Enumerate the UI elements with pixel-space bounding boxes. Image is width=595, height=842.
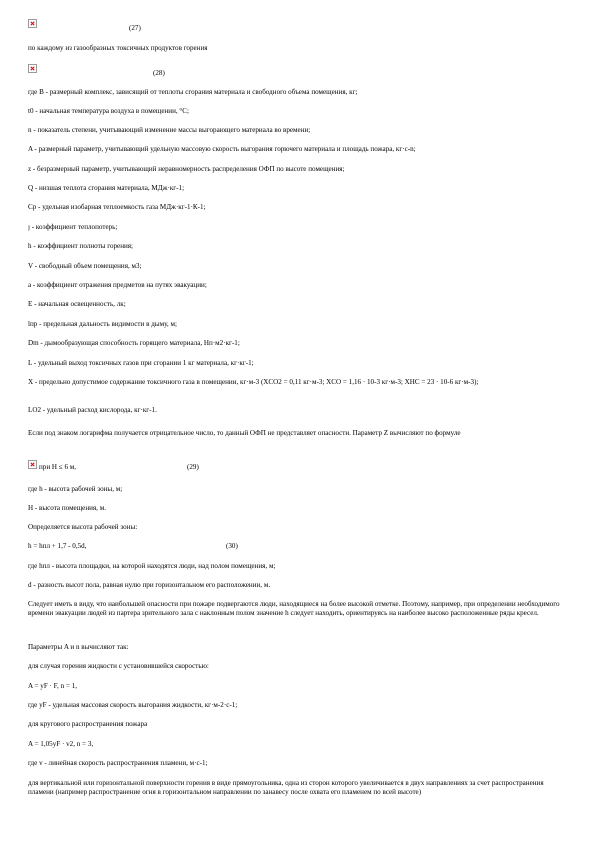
equation-number-27: (27) bbox=[129, 24, 141, 32]
text-paragraph: Если под знаком логарифма получается отрицательное число, то данный ОФП не представляет опасности. Параметр Z вычисляют по формуле bbox=[28, 429, 461, 437]
broken-formula-image-29 bbox=[28, 460, 37, 469]
text-line: где B - размерный комплекс, зависящий от теплоты сгорания материала и свободного объема помещения, кг; bbox=[28, 88, 358, 96]
text-line: LO2 - удельный расход кислорода, кг·кг-1. bbox=[28, 406, 157, 414]
formula-30: h = hпл + 1,7 - 0,5d, bbox=[28, 542, 87, 550]
text-line: n - показатель степени, учитывающий изменение массы выгорающего материала во времени; bbox=[28, 126, 311, 134]
broken-formula-image-28 bbox=[28, 64, 37, 73]
text-line: для кругового распространения пожара bbox=[28, 720, 148, 728]
text-line: где v - линейная скорость распространения пламени, м·с-1; bbox=[28, 759, 208, 767]
text-line: Определяется высота рабочей зоны: bbox=[28, 523, 138, 531]
text-line: H - высота помещения, м. bbox=[28, 504, 106, 512]
formula-condition: при H ≤ 6 м, bbox=[39, 463, 77, 471]
text-paragraph: X - предельно допустимое содержание токсичного газа в помещении, кг·м-3 (XCO2 = 0,11 кг·м-3; XCO = 1,16 · 10-3 кг·м-3; XHC = 23 · 10-6 кг·м-3); bbox=[28, 378, 479, 386]
text-line: для случая горения жидкости с установившейся скоростью: bbox=[28, 662, 209, 670]
formula-line: A = 1,05yF · v2, n = 3, bbox=[28, 740, 94, 748]
text-line: lпр - предельная дальность видимости в дыму, м; bbox=[28, 320, 177, 328]
text-line: где yF - удельная массовая скорость выгорания жидкости, кг·м-2·с-1; bbox=[28, 701, 238, 709]
text-line: по каждому из газообразных токсичных продуктов горения bbox=[28, 44, 208, 52]
text-line: z - безразмерный параметр, учитывающий неравномерность распределения ОФП по высоте помещения; bbox=[28, 165, 345, 173]
text-paragraph: для вертикальной или горизонтальной поверхности горения в виде прямоугольника, одна из сторон которого увеличивается в двух направлениях за счет распространения пламени (например распространение огня в горизонтальном направлении по занавесу после охвата его пламенем по всей высоте) bbox=[28, 779, 544, 796]
text-line: Параметры A и n вычисляют так: bbox=[28, 643, 129, 651]
text-line: a - коэффициент отражения предметов на путях эвакуации; bbox=[28, 281, 207, 289]
text-line: Q - низшая теплота сгорания материала, МДж·кг-1; bbox=[28, 184, 185, 192]
text-paragraph: Следует иметь в виду, что наибольшей опасности при пожаре подвергаются люди, находящиеся на более высокой отметке. Поэтому, например, при определении необходимого времени эвакуации людей из партера зрительного зала с наклонным полом значение h следует находить, ориентируясь на наиболее высоко расположенные ряды кресел. bbox=[28, 600, 560, 617]
text-line: где h - высота рабочей зоны, м; bbox=[28, 485, 123, 493]
equation-number-30: (30) bbox=[226, 542, 238, 550]
text-line: A - размерный параметр, учитывающий удельную массовую скорость выгорания горючего материала и площадь пожара, кг·с-n; bbox=[28, 145, 416, 153]
text-line: где hпл - высота площадки, на которой находятся люди, над полом помещения, м; bbox=[28, 562, 276, 570]
text-line: L - удельный выход токсичных газов при сгорании 1 кг материала, кг·кг-1; bbox=[28, 359, 254, 367]
equation-number-29: (29) bbox=[187, 463, 199, 471]
text-line: h - коэффициент полноты горения; bbox=[28, 242, 134, 250]
text-line: Cp - удельная изобарная теплоемкость газа МДж·кг-1·К-1; bbox=[28, 203, 206, 211]
text-line: E - начальная освещенность, лк; bbox=[28, 300, 126, 308]
text-line: t0 - начальная температура воздуха в помещении, °С; bbox=[28, 107, 189, 115]
text-line: Dm - дымообразующая способность горящего материала, Нп·м2·кг-1; bbox=[28, 339, 240, 347]
broken-formula-image-27 bbox=[28, 19, 37, 28]
formula-line: A = yF · F, n = 1, bbox=[28, 682, 78, 690]
equation-number-28: (28) bbox=[153, 69, 165, 77]
text-line: V - свободный объем помещения, м3; bbox=[28, 262, 142, 270]
text-line: d - разность высот пола, равная нулю при горизонтальном его расположении, м. bbox=[28, 581, 271, 589]
text-line: ȷ - коэффициент теплопотерь; bbox=[28, 223, 118, 231]
